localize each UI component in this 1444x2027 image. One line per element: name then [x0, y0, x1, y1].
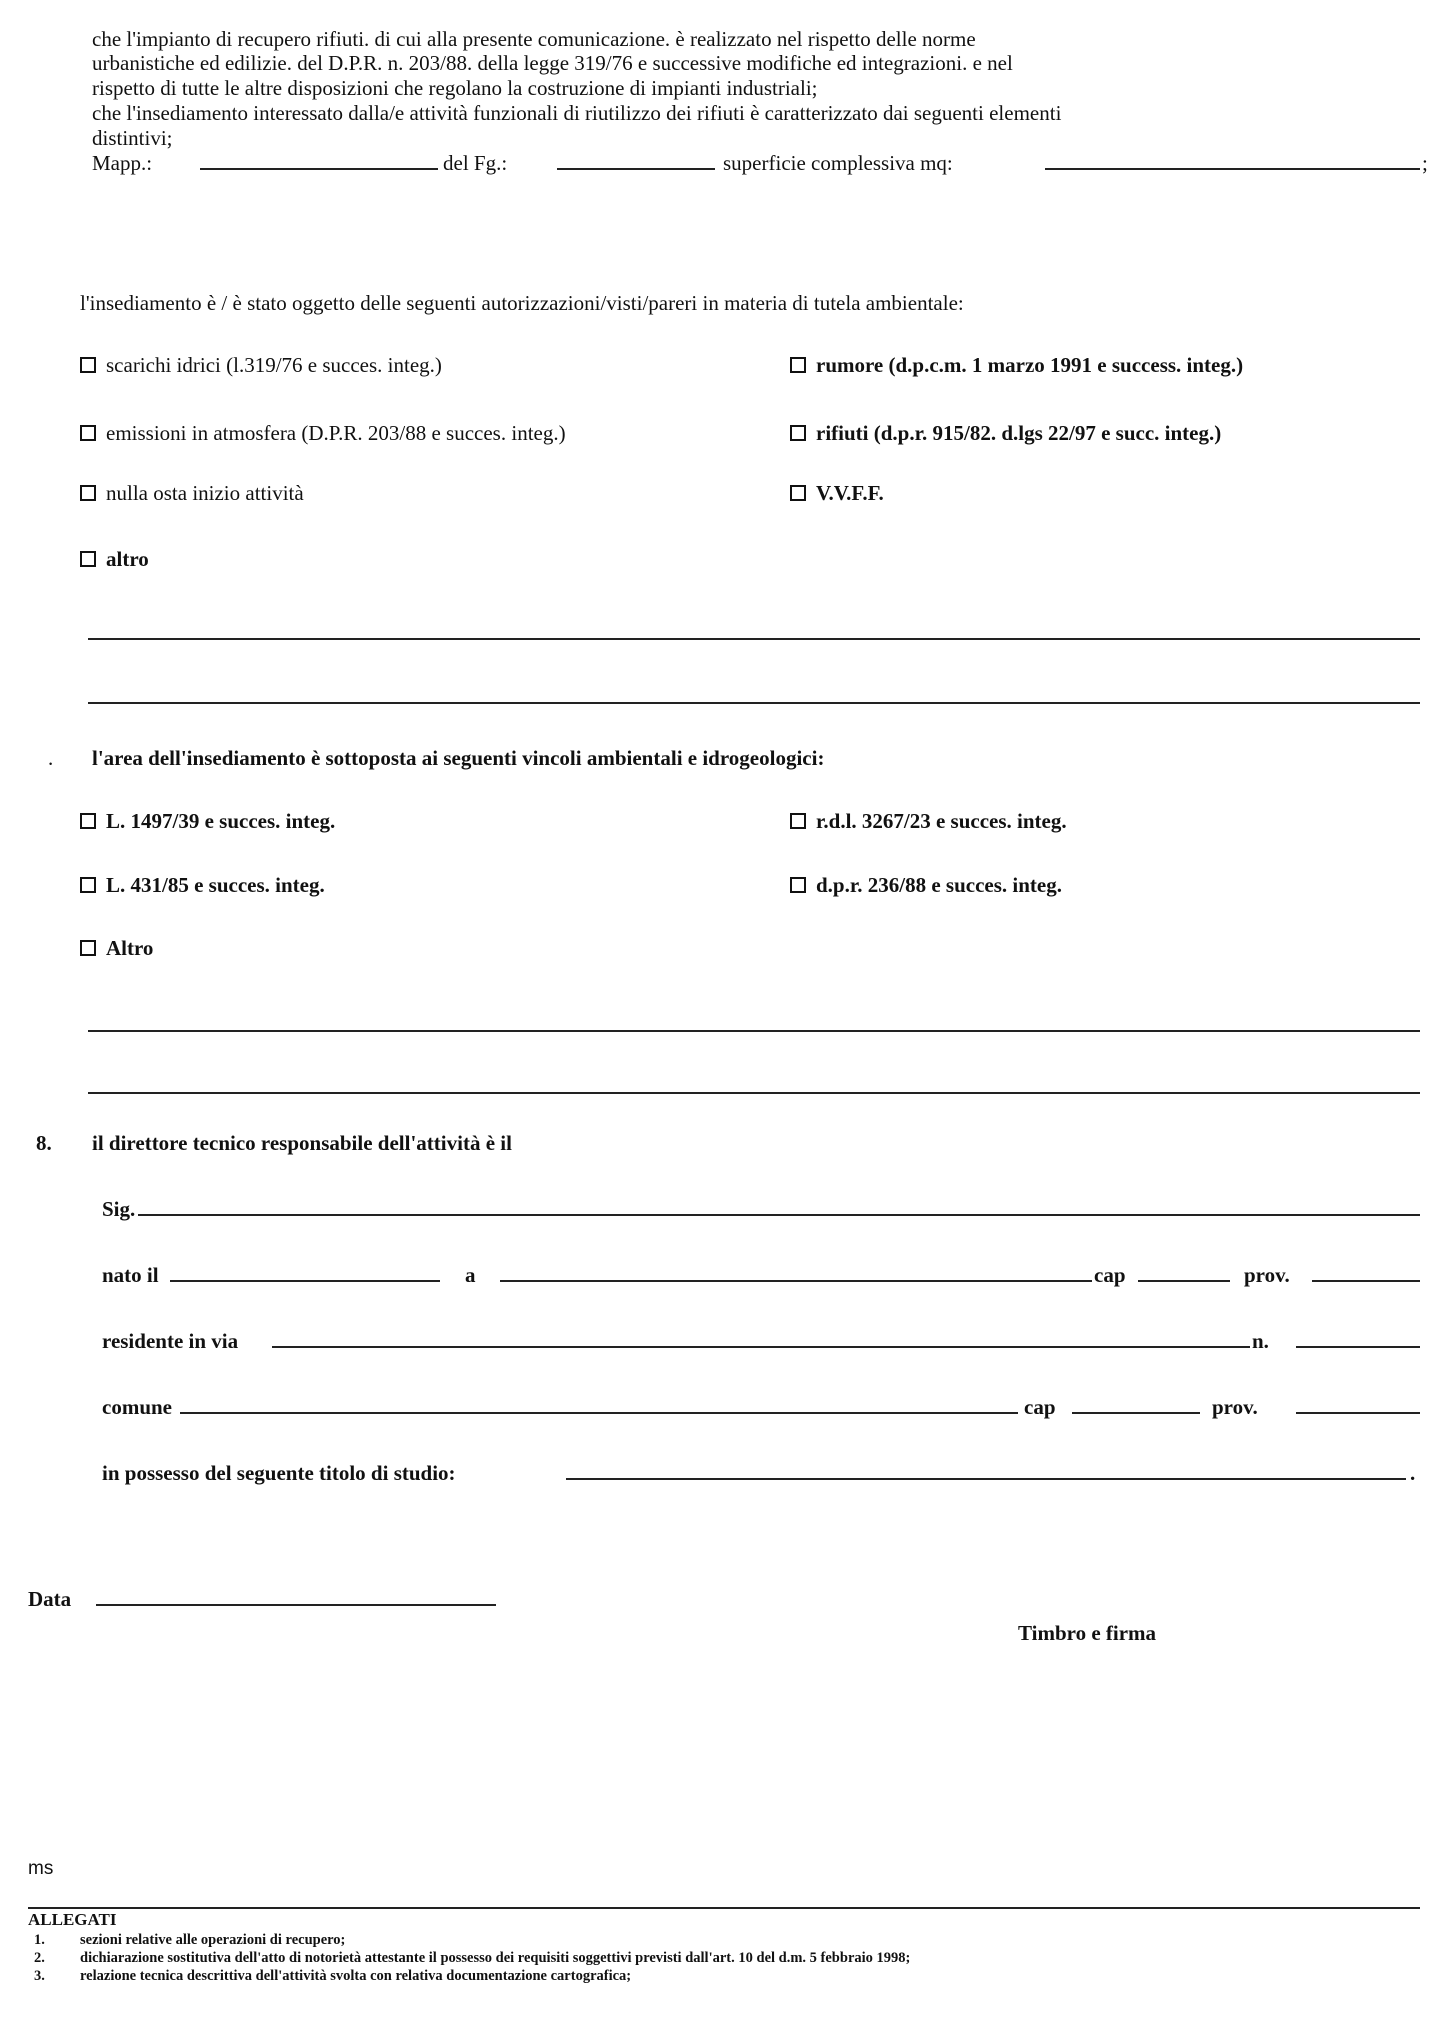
- checkbox-icon[interactable]: [80, 877, 96, 893]
- checkbox-label: d.p.r. 236/88 e succes. integ.: [816, 873, 1062, 897]
- checkbox-icon[interactable]: [790, 877, 806, 893]
- titolo-field[interactable]: [566, 1476, 1406, 1480]
- titolo-end: .: [1410, 1461, 1416, 1485]
- checkbox-label: rumore (d.p.c.m. 1 marzo 1991 e success. integ.): [816, 353, 1244, 377]
- autorizzazioni-heading: l'insediamento è / è stato oggetto delle seguenti autorizzazioni/visti/pareri in materia di tutela ambientale:: [80, 291, 964, 315]
- checkbox-l1497[interactable]: [80, 808, 335, 834]
- prov-field-2[interactable]: [1296, 1410, 1420, 1414]
- checkbox-label: rifiuti (d.p.r. 915/82. d.lgs 22/97 e succ. integ.): [816, 421, 1222, 445]
- checkbox-icon[interactable]: [80, 551, 96, 567]
- cap-label: cap: [1094, 1263, 1126, 1287]
- mapp-label: Mapp.:: [92, 151, 153, 175]
- checkbox-label: L. 1497/39 e succes. integ.: [106, 809, 336, 833]
- nato-il-field[interactable]: [170, 1278, 440, 1282]
- allegato-text: dichiarazione sostitutiva dell'atto di notorietà attestante il possesso dei requisiti soggettivi previsti dall'art. 10 del d.m. 5 febbraio 1998;: [80, 1950, 911, 1966]
- superficie-field[interactable]: [1045, 166, 1420, 170]
- checkbox-l431[interactable]: [80, 872, 325, 898]
- sig-label: Sig.: [102, 1197, 136, 1221]
- nato-label: nato il: [102, 1263, 159, 1287]
- checkbox-emissioni[interactable]: [80, 420, 566, 446]
- checkbox-icon[interactable]: [80, 425, 96, 441]
- vincoli-heading: l'area dell'insediamento è sottoposta ai seguenti vincoli ambientali e idrogeologici:: [92, 746, 825, 770]
- checkbox-rumore[interactable]: [790, 352, 1243, 378]
- checkbox-nulla-osta[interactable]: [80, 480, 304, 506]
- allegato-text: relazione tecnica descrittiva dell'attività svolta con relativa documentazione cartografica;: [80, 1968, 632, 1984]
- ms-mark: ms: [28, 1858, 54, 1879]
- superficie-label: superficie complessiva mq:: [723, 151, 953, 175]
- vincoli-bullet: .: [48, 746, 54, 770]
- timbro-firma-label: Timbro e firma: [1018, 1621, 1157, 1645]
- allegati-title: ALLEGATI: [28, 1910, 117, 1929]
- checkbox-label: L. 431/85 e succes. integ.: [106, 873, 325, 897]
- comune-field[interactable]: [180, 1410, 1018, 1414]
- altro-line-1[interactable]: [88, 638, 1420, 640]
- numero-label: n.: [1252, 1329, 1269, 1353]
- checkbox-label: emissioni in atmosfera (D.P.R. 203/88 e succes. integ.): [106, 421, 566, 445]
- checkbox-label: r.d.l. 3267/23 e succes. integ.: [816, 809, 1067, 833]
- fg-label: del Fg.:: [443, 151, 508, 175]
- superficie-end: ;: [1422, 151, 1428, 175]
- checkbox-icon[interactable]: [80, 940, 96, 956]
- prov-label-2: prov.: [1212, 1395, 1258, 1419]
- vincoli-altro-line-1[interactable]: [88, 1030, 1420, 1032]
- residente-label: residente in via: [102, 1329, 239, 1353]
- vincoli-altro-line-2[interactable]: [88, 1092, 1420, 1094]
- data-field[interactable]: [96, 1602, 496, 1606]
- allegato-number: 1.: [34, 1932, 45, 1948]
- prov-field[interactable]: [1312, 1278, 1420, 1282]
- comune-label: comune: [102, 1395, 172, 1419]
- via-field[interactable]: [272, 1344, 1250, 1348]
- allegati-divider: [28, 1907, 1420, 1909]
- intro-line-4: che l'insediamento interessato dalla/e attività funzionali di riutilizzo dei rifiuti è caratterizzato dai seguenti elementi: [92, 101, 1062, 125]
- direttore-heading: il direttore tecnico responsabile dell'attività è il: [92, 1131, 512, 1155]
- altro-line-2[interactable]: [88, 702, 1420, 704]
- checkbox-icon[interactable]: [790, 485, 806, 501]
- intro-line-3: rispetto di tutte le altre disposizioni che regolano la costruzione di impianti industriali;: [92, 76, 818, 100]
- allegato-number: 3.: [34, 1968, 45, 1984]
- allegato-text: sezioni relative alle operazioni di recupero;: [80, 1932, 346, 1948]
- prov-label: prov.: [1244, 1263, 1290, 1287]
- checkbox-label: nulla osta inizio attività: [106, 481, 304, 505]
- numero-civico-field[interactable]: [1296, 1344, 1420, 1348]
- checkbox-label: Altro: [106, 936, 154, 960]
- sig-field[interactable]: [138, 1212, 1420, 1216]
- luogo-label: a: [465, 1263, 476, 1287]
- checkbox-icon[interactable]: [790, 813, 806, 829]
- checkbox-altro[interactable]: [80, 546, 149, 572]
- checkbox-icon[interactable]: [80, 357, 96, 373]
- intro-line-5: distintivi;: [92, 126, 173, 150]
- checkbox-icon[interactable]: [790, 425, 806, 441]
- intro-line-1: che l'impianto di recupero rifiuti. di cui alla presente comunicazione. è realizzato nel rispetto delle norme: [92, 27, 976, 51]
- checkbox-rdl3267[interactable]: [790, 808, 1067, 834]
- intro-line-2: urbanistiche ed edilizie. del D.P.R. n. 203/88. della legge 319/76 e successive modifiche ed integrazioni. e nel: [92, 51, 1013, 75]
- checkbox-vincoli-altro[interactable]: [80, 935, 153, 961]
- luogo-nascita-field[interactable]: [500, 1278, 1092, 1282]
- checkbox-dpr236[interactable]: [790, 872, 1062, 898]
- data-label: Data: [28, 1587, 72, 1611]
- checkbox-icon[interactable]: [80, 485, 96, 501]
- checkbox-label: V.V.F.F.: [816, 481, 884, 505]
- cap-field-2[interactable]: [1072, 1410, 1200, 1414]
- checkbox-label: scarichi idrici (l.319/76 e succes. integ.): [106, 353, 442, 377]
- allegato-number: 2.: [34, 1950, 45, 1966]
- mapp-field[interactable]: [200, 166, 438, 170]
- cap-label-2: cap: [1024, 1395, 1056, 1419]
- checkbox-icon[interactable]: [790, 357, 806, 373]
- checkbox-icon[interactable]: [80, 813, 96, 829]
- fg-field[interactable]: [557, 166, 715, 170]
- checkbox-rifiuti[interactable]: [790, 420, 1221, 446]
- titolo-label: in possesso del seguente titolo di studio:: [102, 1461, 456, 1485]
- cap-field[interactable]: [1138, 1278, 1230, 1282]
- checkbox-label: altro: [106, 547, 149, 571]
- checkbox-scarichi-idrici[interactable]: [80, 352, 442, 378]
- section-number: 8.: [36, 1131, 52, 1155]
- checkbox-vvff[interactable]: [790, 480, 884, 506]
